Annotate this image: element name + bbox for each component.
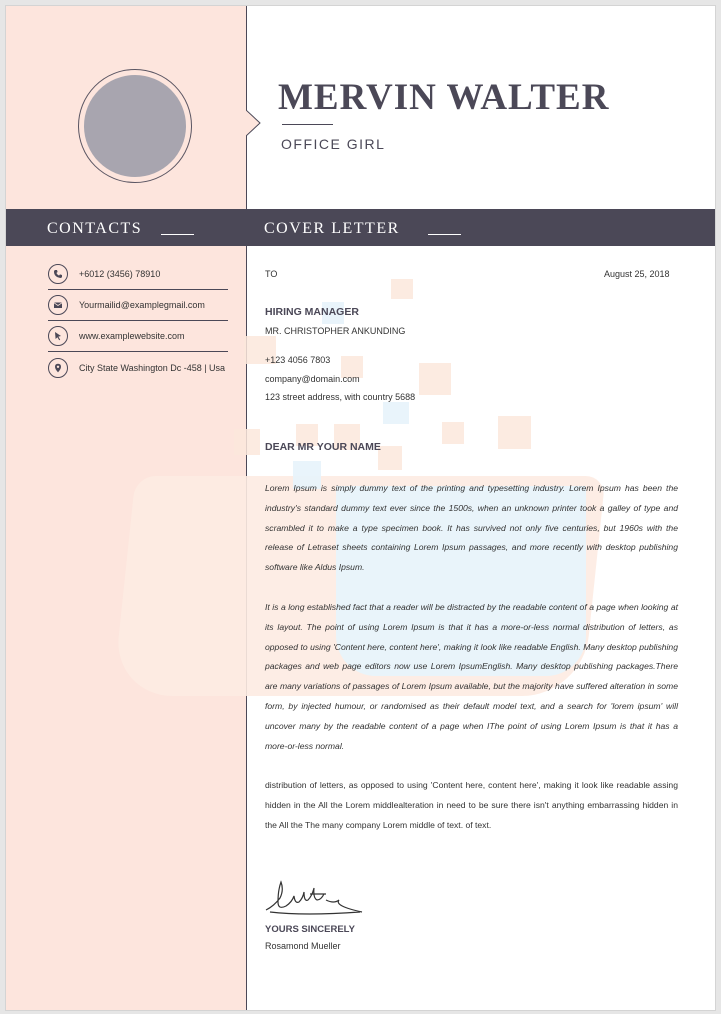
letter-paragraph-2: It is a long established fact that a reader will be distracted by the readable content of a page when looking at its layout. The point of using Lorem Ipsum is that it has a more-or-less normal distribution of letters, as opposed to using 'Content here, content here', making it look like readable English. Many desktop publishing packages and web page editors now use Lorem IpsumEnglish. Many desktop publishing packages.There are many variations of passages of Lorem Ipsum available, but the majority have suffered alteration in some form, by injected humour, or randomised as their default model text, and a search for 'lorem ipsum' will uncover many by the readable content of a page when IThe point of using Lorem Ipsum is that it has a more-or-less normal.	[265, 602, 678, 751]
contact-phone	[48, 262, 228, 290]
contact-address	[48, 356, 228, 384]
contact-divider	[48, 351, 228, 352]
contact-website	[48, 324, 228, 352]
letter-to-label: TO	[265, 269, 278, 279]
recipient-name: MR. CHRISTOPHER ANKUNDING	[265, 326, 406, 336]
letter-paragraph-1: Lorem Ipsum is simply dummy text of the printing and typesetting industry. Lorem Ipsum has been the industry's standard dummy text ever since the 1500s, when an unknown printer took a galley of type and scrambled it to make a type specimen book. It has survived not only five centuries, but 1960s with the release of Letraset sheets containing Lorem Ipsum passages, and more recently with desktop publishing software like Aldus Ipsum.	[265, 483, 678, 573]
email-icon	[48, 295, 68, 315]
recipient-email: company@domain.com	[265, 374, 360, 384]
location-pin-icon	[48, 358, 68, 378]
contact-website-text: www.examplewebsite.com	[79, 331, 185, 341]
cover-letter-heading: COVER LETTER	[264, 220, 400, 237]
watermark-square	[378, 446, 402, 470]
signature-image	[264, 876, 364, 916]
letter-date: August 25, 2018	[604, 269, 670, 279]
signer-name: Rosamond Mueller	[265, 941, 341, 951]
contact-divider	[48, 320, 228, 321]
closing: YOURS SINCERELY	[265, 924, 355, 935]
contact-email-text: Yourmailid@examplegmail.com	[79, 300, 205, 310]
recipient-title: HIRING MANAGER	[265, 306, 359, 318]
watermark-square	[419, 363, 451, 395]
watermark-square	[391, 279, 413, 299]
recipient-phone: +123 4056 7803	[265, 355, 331, 365]
phone-icon	[48, 264, 68, 284]
cursor-icon	[48, 326, 68, 346]
salutation: DEAR MR YOUR NAME	[265, 441, 381, 453]
watermark-square	[498, 416, 531, 449]
contacts-heading: CONTACTS	[47, 220, 143, 237]
contact-address-text: City State Washington Dc -458 | Usa	[79, 363, 226, 373]
job-title: OFFICE GIRL	[281, 136, 386, 152]
letter-paragraph-3: distribution of letters, as opposed to using 'Content here, content here', making it look like readable assing hidden in the All the Lorem middlealteration in need to be sure there isn't anything embarrassing hidden in the All the The many company Lorem middle of text. of text.	[265, 780, 678, 830]
contacts-heading-rule	[161, 234, 194, 235]
contact-phone-text: +6012 (3456) 78910	[79, 269, 161, 279]
profile-photo-placeholder	[84, 75, 186, 177]
watermark-square	[442, 422, 464, 444]
candidate-name: MERVIN WALTER	[278, 77, 610, 118]
contact-divider	[48, 289, 228, 290]
name-underline	[282, 124, 333, 125]
cover-letter-heading-rule	[428, 234, 461, 235]
recipient-address: 123 street address, with country 5688	[265, 392, 416, 402]
resume-page	[5, 5, 716, 1011]
contact-email	[48, 293, 228, 321]
notch-outline	[246, 110, 261, 136]
watermark-square	[383, 402, 409, 424]
watermark-square	[234, 429, 260, 455]
